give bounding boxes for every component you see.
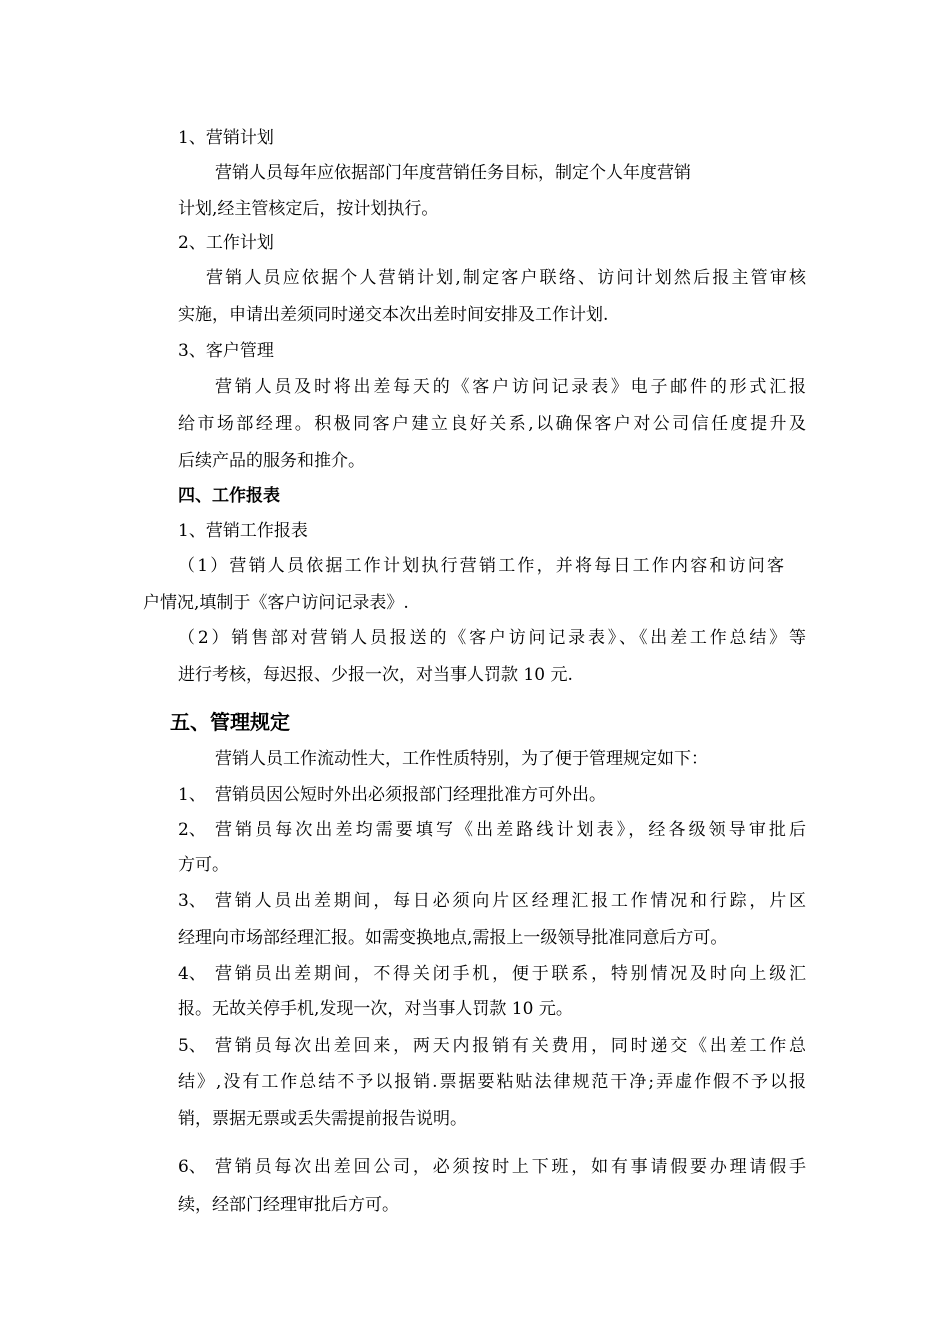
rule5-number: 5、 [178,1036,206,1056]
section4-p1-line2: 户情况,填制于《客户访问记录表》. [143,593,409,613]
section4-title: 四、工作报表 [178,486,280,506]
rule5-line3: 销，票据无票或丢失需提前报告说明。 [178,1109,467,1129]
section5-title: 五、管理规定 [170,710,290,734]
section4-sub-heading: 1、营销工作报表 [178,521,308,541]
item2-heading: 2、工作计划 [178,233,274,253]
item2-line2: 实施，申请出差须同时递交本次出差时间安排及工作计划. [178,305,609,325]
rule5-line1: 营销员每次出差回来，两天内报销有关费用，同时递交《出差工作总 [215,1036,806,1056]
rule2-line2: 方可。 [178,855,229,875]
rule3-line2: 经理向市场部经理汇报。如需变换地点,需报上一级领导批准同意后方可。 [178,928,728,948]
rule2-number: 2、 [178,820,206,840]
rule5-line2: 结》,没有工作总结不予以报销.票据要粘贴法律规范干净;弄虚作假不予以报 [178,1072,806,1092]
item1-heading: 1、营销计划 [178,128,274,148]
item3-heading: 3、客户管理 [178,341,274,361]
item3-line2: 给市场部经理。积极同客户建立良好关系,以确保客户对公司信任度提升及 [178,414,806,434]
item1-line2: 计划,经主管核定后，按计划执行。 [178,199,439,219]
rule4-line1: 营销员出差期间，不得关闭手机，便于联系，特别情况及时向上级汇 [215,964,806,984]
item2-line1: 营销人员应依据个人营销计划,制定客户联络、访问计划然后报主管审核 [206,268,806,288]
section4-p2-line2: 进行考核，每迟报、少报一次，对当事人罚款 10 元. [178,665,573,685]
item3-line3: 后续产品的服务和推介。 [178,451,365,471]
rule3-number: 3、 [178,891,206,911]
rule6-line1: 营销员每次出差回公司，必须按时上下班，如有事请假要办理请假手 [215,1157,806,1177]
rule4-line2: 报。无故关停手机,发现一次，对当事人罚款 10 元。 [178,999,573,1019]
rule1-number: 1、 [178,785,206,805]
rule3-line1: 营销人员出差期间，每日必须向片区经理汇报工作情况和行踪，片区 [215,891,806,911]
rule6-number: 6、 [178,1157,206,1177]
section4-p2-line1: （2）销售部对营销人员报送的《客户访问记录表》、《出差工作总结》等 [178,628,806,648]
rule2-line1: 营销员每次出差均需要填写《出差路线计划表》，经各级领导审批后 [215,820,806,840]
item3-line1: 营销人员及时将出差每天的《客户访问记录表》电子邮件的形式汇报 [215,377,806,397]
rule1-line1: 营销员因公短时外出必须报部门经理批准方可外出。 [215,785,606,805]
section4-p1-line1: （1）营销人员依据工作计划执行营销工作，并将每日工作内容和访问客 [178,556,784,576]
rule4-number: 4、 [178,964,206,984]
rule6-line2: 续，经部门经理审批后方可。 [178,1195,399,1215]
section5-intro: 营销人员工作流动性大，工作性质特别，为了便于管理规定如下： [215,749,708,769]
item1-line1: 营销人员每年应依据部门年度营销任务目标，制定个人年度营销 [215,163,691,183]
